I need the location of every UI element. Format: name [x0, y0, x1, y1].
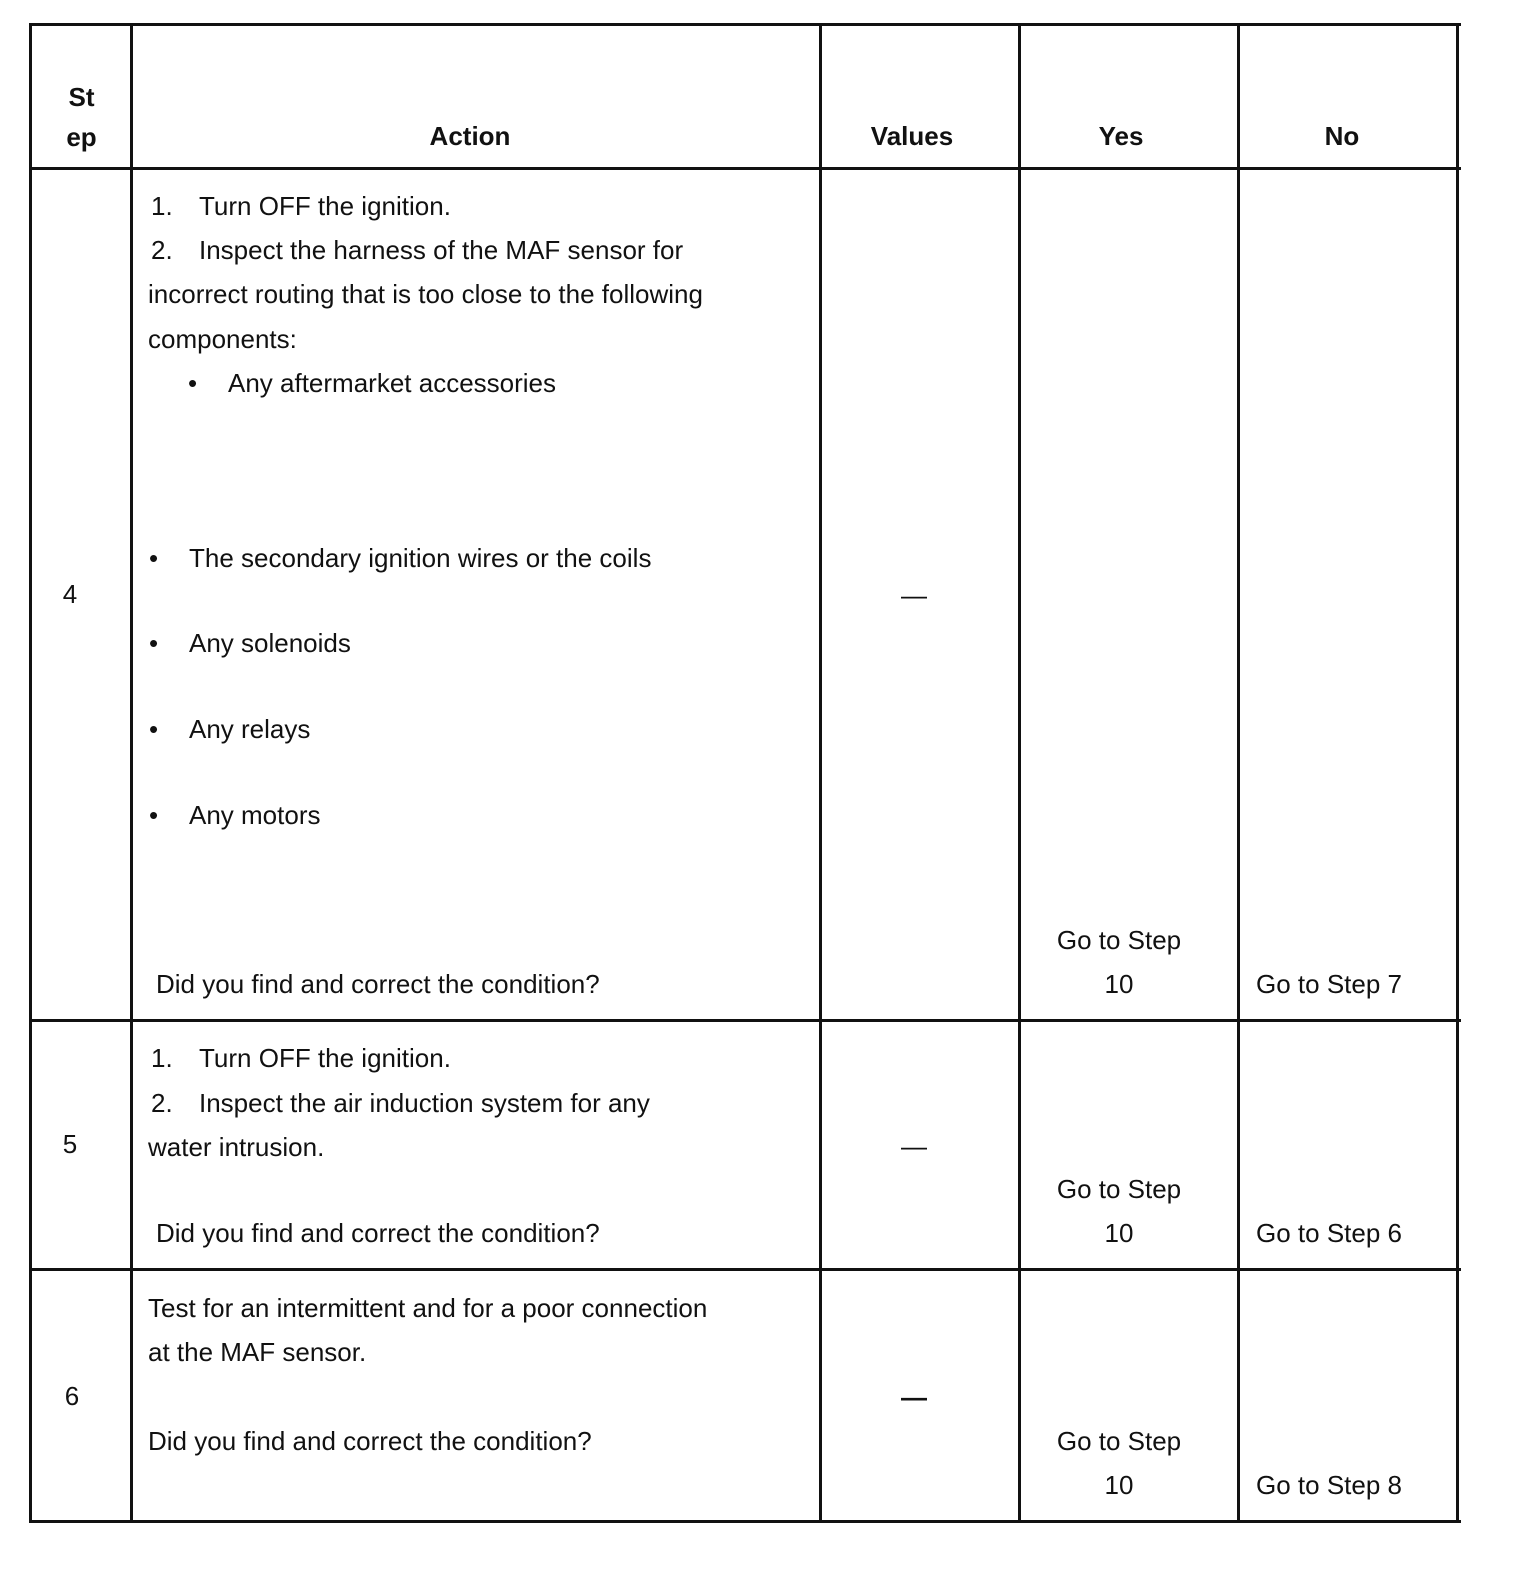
bullet-text: Any solenoids — [189, 628, 351, 658]
row-4-no: Go to Step 7 — [1256, 969, 1402, 999]
row-5-bottom-border — [29, 1268, 1461, 1271]
row-4-yes-line1: Go to Step — [1056, 925, 1182, 955]
row-6-action-line2: at the MAF sensor. — [148, 1337, 367, 1367]
header-step-line1: St — [68, 82, 95, 112]
bullet-icon: • — [149, 543, 159, 573]
row-5-step: 5 — [62, 1129, 78, 1159]
header-no: No — [1324, 121, 1360, 151]
table-top-border — [29, 23, 1461, 26]
row-5-item2-text: Inspect the air induction system for any — [199, 1088, 650, 1118]
row-5-yes — [1021, 1167, 1217, 1255]
row-6-no: Go to Step 8 — [1256, 1470, 1402, 1500]
row-4-item1-number: 1. — [151, 191, 173, 221]
row-5-action-item2 — [151, 1081, 650, 1125]
bullet-icon: • — [149, 800, 159, 830]
row-4-yes-line2: 10 — [1104, 969, 1134, 999]
table-right-border — [1456, 23, 1459, 1523]
row-4-values: — — [901, 580, 927, 610]
header-bottom-border — [29, 167, 1461, 170]
action-column-divider — [819, 23, 822, 1523]
bullet-text: Any motors — [189, 800, 321, 830]
header-yes: Yes — [1098, 121, 1144, 151]
step-column-divider — [130, 23, 133, 1523]
row-4-item1-text: Turn OFF the ignition. — [199, 191, 451, 221]
row-5-question: Did you find and correct the condition? — [156, 1218, 600, 1248]
bullet-icon: • — [149, 628, 159, 658]
row-5-action-item1 — [151, 1036, 451, 1080]
header-values: Values — [870, 121, 954, 151]
row-4-bullet-solenoids — [149, 621, 351, 665]
row-6-yes-line2: 10 — [1104, 1470, 1134, 1500]
row-4-yes — [1021, 918, 1217, 1006]
row-5-item2-number: 2. — [151, 1088, 173, 1118]
table-bottom-border — [29, 1520, 1461, 1523]
bullet-text: Any relays — [189, 714, 311, 744]
bullet-icon: • — [149, 714, 159, 744]
row-5-item1-text: Turn OFF the ignition. — [199, 1043, 451, 1073]
header-step-line2: ep — [66, 122, 97, 152]
row-4-bullet-secondary-ignition — [149, 536, 651, 580]
header-step — [33, 77, 130, 157]
bullet-text: The secondary ignition wires or the coils — [189, 543, 652, 573]
row-6-step: 6 — [64, 1381, 80, 1411]
row-4-bullet-relays — [149, 707, 310, 751]
row-5-action-item2-line2: water intrusion. — [148, 1132, 325, 1162]
bullet-text: Any aftermarket accessories — [228, 368, 557, 398]
row-5-no: Go to Step 6 — [1256, 1218, 1402, 1248]
row-5-yes-line1: Go to Step — [1056, 1174, 1182, 1204]
values-column-divider — [1018, 23, 1021, 1523]
row-6-action-line1: Test for an intermittent and for a poor connection — [148, 1293, 708, 1323]
row-4-bottom-border — [29, 1019, 1461, 1022]
row-4-item2-text: Inspect the harness of the MAF sensor for — [199, 235, 684, 265]
row-5-item1-number: 1. — [151, 1043, 173, 1073]
table-left-border — [29, 23, 32, 1523]
row-5-values: — — [901, 1131, 927, 1161]
row-4-item2-number: 2. — [151, 235, 173, 265]
row-6-yes — [1021, 1419, 1217, 1507]
row-4-question: Did you find and correct the condition? — [156, 969, 600, 999]
bullet-icon: • — [188, 368, 198, 398]
row-4-action-item2-line3: components: — [148, 324, 297, 354]
row-6-yes-line1: Go to Step — [1056, 1426, 1182, 1456]
row-4-action-item2 — [151, 228, 683, 272]
yes-column-divider — [1237, 23, 1240, 1523]
row-6-question: Did you find and correct the condition? — [148, 1426, 592, 1456]
row-4-action-item2-line2: incorrect routing that is too close to the following — [148, 279, 703, 309]
row-4-bullet-aftermarket — [188, 361, 556, 405]
row-4-bullet-motors — [149, 793, 321, 837]
row-4-step: 4 — [62, 579, 78, 609]
row-4-action-item1 — [151, 184, 451, 228]
row-6-values: — — [901, 1382, 927, 1412]
header-action: Action — [429, 121, 511, 151]
row-5-yes-line2: 10 — [1104, 1218, 1134, 1248]
